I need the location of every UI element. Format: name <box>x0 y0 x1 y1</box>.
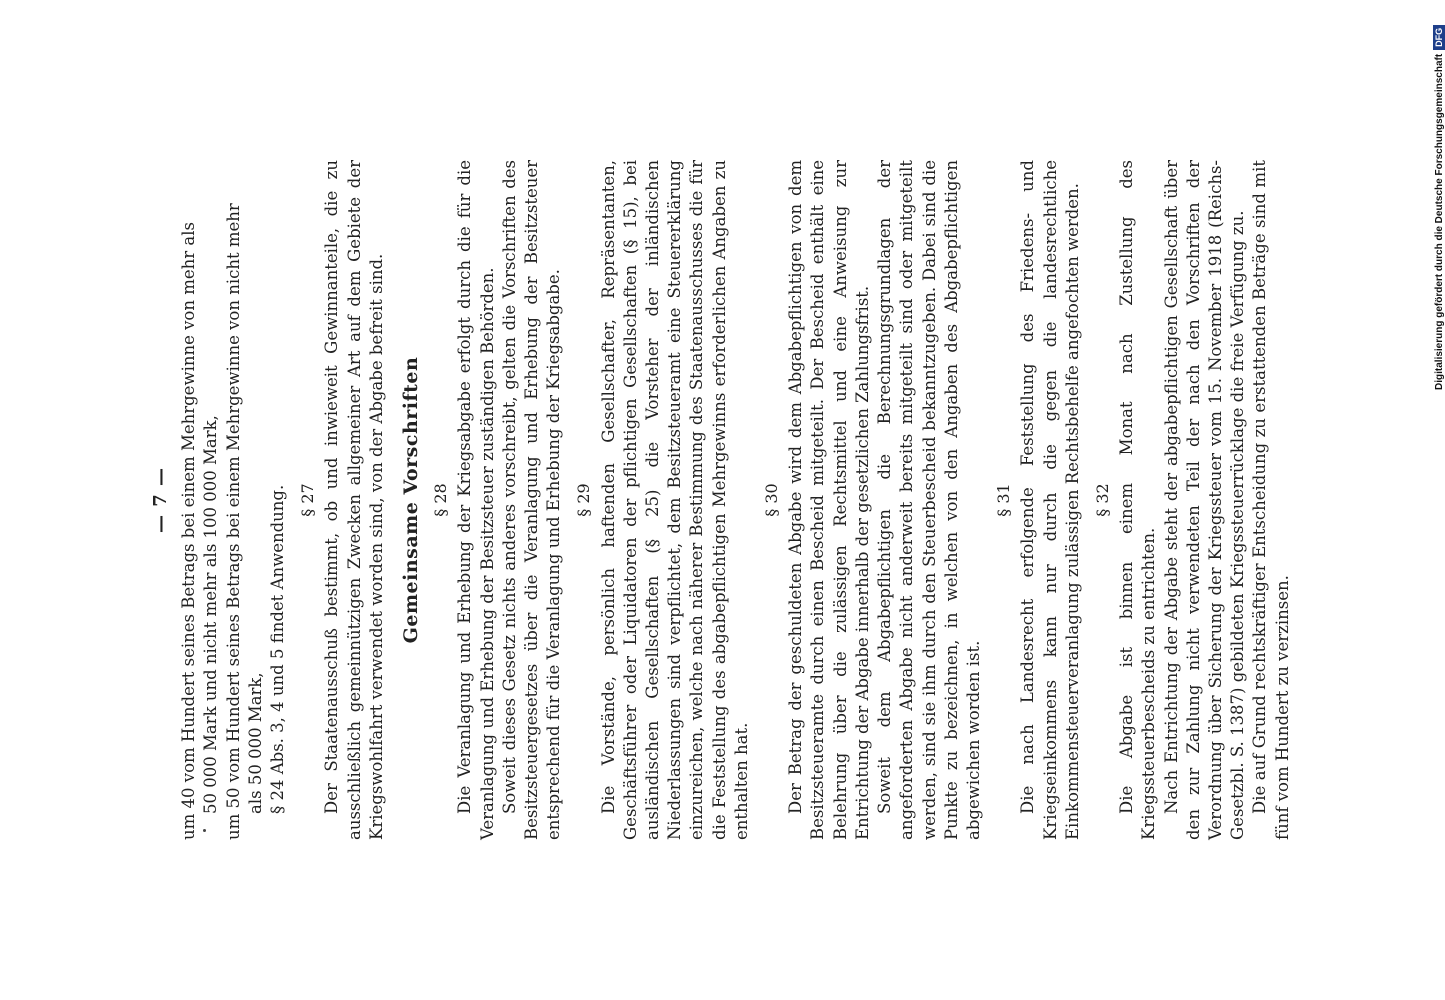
section-title: § 29 <box>574 483 594 517</box>
page-number: — 7 — <box>150 466 171 534</box>
section-title: § 28 <box>431 483 451 517</box>
text-line: als 50 000 Mark, <box>245 672 265 814</box>
section-text: Soweit dieses Gesetz nichts anderes vorschreibt, gelten die Vorschriften des Besitzsteuergesetzes über die Veranlagung und Erhebung der Besitzsteuer entsprechend für die Veranlagung und Erhebung der Kriegsabgabe. <box>499 160 564 840</box>
section-title: § 27 <box>298 483 318 517</box>
digitization-text: Digitalisierung gefördert durch die Deutsche Forschungsgemeinschaft <box>1434 53 1445 390</box>
section-text: Die Veranlagung und Erhebung der Kriegsabgabe erfolgt durch die für die Veranlagung und Erhebung der Besitzsteuer zuständigen Behörden. <box>455 160 497 840</box>
text-line: um 40 vom Hundert seines Betrags bei einem Mehrgewinne von mehr als <box>179 222 199 840</box>
section-text: Der Betrag der geschuldeten Abgabe wird dem Abgabepflichtigen von dem Besitzsteueramte durch einen Bescheid mitgeteilt. Der Bescheid enthält eine Belehrung über die zulässigen Rechtsmittel und eine Anweisung zur Entrichtung der Abgabe innerhalb der gesetzlichen Zahlungsfrist. <box>786 160 872 840</box>
section-title: § 30 <box>762 483 782 517</box>
text-line: § 24 Abs. 3, 4 und 5 findet Anwendung. <box>268 484 288 814</box>
section-text: Nach Entrichtung der Abgabe steht der abgabepflichtigen Gesellschaft über den zur Zahlung nicht verwendeten Teil der nach den Vorschriften der Verordnung über Sicherung der Kriegssteuer vom 15. November 1918 (Reichs-Gesetzbl. S. 1387) gebildeten Kriegssteuerrücklage die freie Verfügung zu. <box>1161 160 1248 840</box>
section-heading: Gemeinsame Vorschriften <box>400 356 423 644</box>
rotated-text-block <box>150 160 1292 840</box>
speck-mark <box>203 829 206 832</box>
section-text: Soweit dem Abgabepflichtigen die Berechnungsgrundlagen der angeforderten Abgabe nicht anderweit bereits mitgeteilt sind oder mitgeteilt werden, sind sie ihm durch den Steuerbescheid bekanntzugeben. Dabei sind die Punkte zu bezeichnen, in welchen von den Angaben des Abgabepflichtigen abgewichen worden ist. <box>875 160 983 840</box>
dfg-logo: DFG <box>1433 25 1445 50</box>
section-text: Der Staatenausschuß bestimmt, ob und inwieweit Gewinnanteile, die zu ausschließlich gemeinnützigen Zwecken allgemeiner Art auf dem Gebiete der Kriegswohlfahrt verwendet worden sind, von der Abgabe befreit sind. <box>322 160 386 840</box>
section-text: Die Abgabe ist binnen einem Monat nach Zustellung des Kriegssteuerbescheids zu entrichten. <box>1117 160 1159 840</box>
section-title: § 32 <box>1092 483 1112 517</box>
section-text: Die Vorstände, persönlich haftenden Gesellschafter, Repräsentanten, Geschäftsführer oder Liquidatoren der pflichtigen Gesellschaften (§ 15), bei ausländischen Gesellschaften (§ 25) die Vorsteher der inländischen Niederlassungen sind verpflichtet, dem Besitzsteueramt eine Steuererklärung einzureichen, welche nach näherer Bestimmung des Staatenausschusses die für die Feststellung des abgabepflichtigen Mehrgewinns erforderlichen Angaben zu enthalten hat. <box>598 160 751 840</box>
text-line: 50 000 Mark und nicht mehr als 100 000 Mark, <box>201 415 221 814</box>
section-text: Die nach Landesrecht erfolgende Feststellung des Friedens- und Kriegseinkommens kann nur durch die gegen die landesrechtliche Einkommensteuerveranlagung zulässigen Rechtsbehelfe angefochten werden. <box>1018 160 1082 840</box>
section-text: Die auf Grund rechtskräftiger Entscheidung zu erstattenden Beträge sind mit fünf vom Hundert zu verzinsen. <box>1250 160 1292 840</box>
digitization-note <box>1413 10 1445 990</box>
section-title: § 31 <box>994 483 1014 517</box>
text-line: um 50 vom Hundert seines Betrags bei einem Mehrgewinne von nicht mehr <box>223 203 243 840</box>
